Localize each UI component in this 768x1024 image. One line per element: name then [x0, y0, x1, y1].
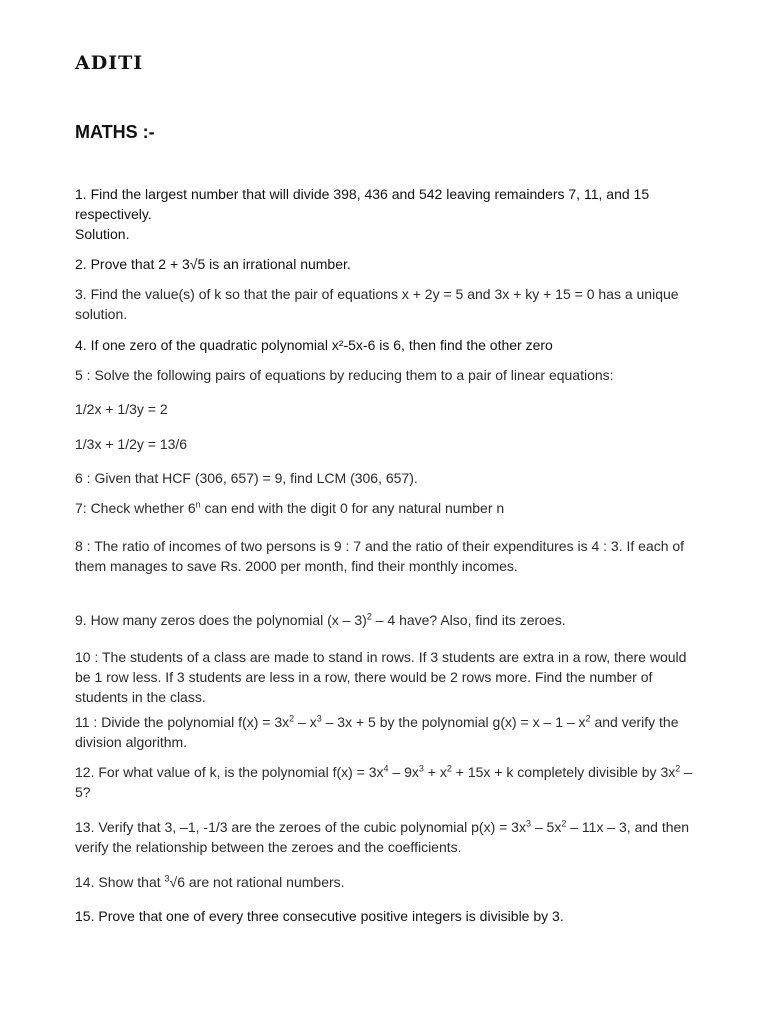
solution-label: Solution. [75, 226, 130, 242]
question-7-exponent: n [195, 499, 201, 510]
question-11-exponent: 2 [289, 713, 295, 724]
question-9 [75, 610, 700, 630]
question-14-root-index: 3 [164, 873, 170, 884]
question-12-exponent: 2 [675, 763, 681, 774]
question-6: 6 : Given that HCF (306, 657) = 9, find LCM (306, 657). [75, 470, 418, 486]
question-3: 3. Find the value(s) of k so that the pair of equations x + 2y = 5 and 3x + ky + 15 = 0 has a unique solution. [75, 286, 679, 322]
question-13-part: – 11x – 3, and then verify the relationship between the zeroes and the coefficients. [75, 819, 690, 855]
question-12-part: – 5? [75, 764, 692, 800]
question-11 [75, 712, 700, 752]
question-13-exponent: 3 [525, 818, 531, 829]
question-7-text: 7: Check whether 6 [75, 500, 196, 516]
document-title: ADITI [75, 52, 144, 74]
question-12-part: + 15x + k completely divisible by 3x [451, 764, 676, 780]
question-8: 8 : The ratio of incomes of two persons is 9 : 7 and the ratio of their expenditures is 4 : 3. If each of them manages to save Rs. 2000 per month, find their monthly incomes. [75, 538, 685, 574]
question-5: 5 : Solve the following pairs of equations by reducing them to a pair of linear equations: [75, 367, 614, 383]
question-11-part: – 3x + 5 by the polynomial g(x) = x – 1 – x [321, 714, 586, 730]
question-9-exponent: 2 [366, 611, 372, 622]
question-14-text: 14. Show that [75, 874, 165, 890]
question-11-exponent: 3 [316, 713, 322, 724]
question-5-equation-2: 1/3x + 1/2y = 13/6 [75, 436, 188, 452]
question-14-text-end: √6 are not rational numbers. [169, 874, 345, 890]
section-heading: MATHS :- [75, 122, 155, 142]
question-13-part: – 5x [530, 819, 562, 835]
question-4: 4. If one zero of the quadratic polynomial x²-5x-6 is 6, then find the other zero [75, 337, 553, 353]
question-11-part: and verify the division algorithm. [75, 714, 679, 750]
question-5-equation-1: 1/2x + 1/3y = 2 [75, 401, 168, 417]
question-9-text-end: – 4 have? Also, find its zeroes. [371, 612, 566, 628]
question-13-exponent: 2 [561, 818, 567, 829]
question-11-part: 11 : Divide the polynomial f(x) = 3x [75, 714, 290, 730]
question-12-exponent: 2 [446, 763, 452, 774]
question-12-part: 12. For what value of k, is the polynomial f(x) = 3x [75, 764, 384, 780]
question-13-part: 13. Verify that 3, –1, -1/3 are the zeroes of the cubic polynomial p(x) = 3x [75, 819, 526, 835]
question-1-text: 1. Find the largest number that will divide 398, 436 and 542 leaving remainders 7, 11, and 15 respectively. [75, 186, 650, 222]
question-12-exponent: 4 [383, 763, 389, 774]
question-9-text: 9. How many zeros does the polynomial (x – 3) [75, 612, 367, 628]
question-2: 2. Prove that 2 + 3√5 is an irrational number. [75, 256, 351, 272]
question-10: 10 : The students of a class are made to stand in rows. If 3 students are extra in a row, there would be 1 row less. If 3 students are less in a row, there would be 2 rows more. Find the number of students in the class. [75, 649, 687, 705]
question-13 [75, 817, 700, 857]
question-14 [75, 872, 700, 892]
question-7-text-end: can end with the digit 0 for any natural number n [200, 500, 505, 516]
question-1 [75, 184, 700, 244]
question-12 [75, 762, 700, 802]
question-11-part: – x [294, 714, 317, 730]
question-15: 15. Prove that one of every three consecutive positive integers is divisible by 3. [75, 908, 564, 924]
question-12-part: – 9x [388, 764, 419, 780]
question-11-exponent: 2 [585, 713, 591, 724]
question-12-exponent: 3 [418, 763, 424, 774]
question-7 [75, 498, 700, 518]
question-12-part: + x [423, 764, 447, 780]
